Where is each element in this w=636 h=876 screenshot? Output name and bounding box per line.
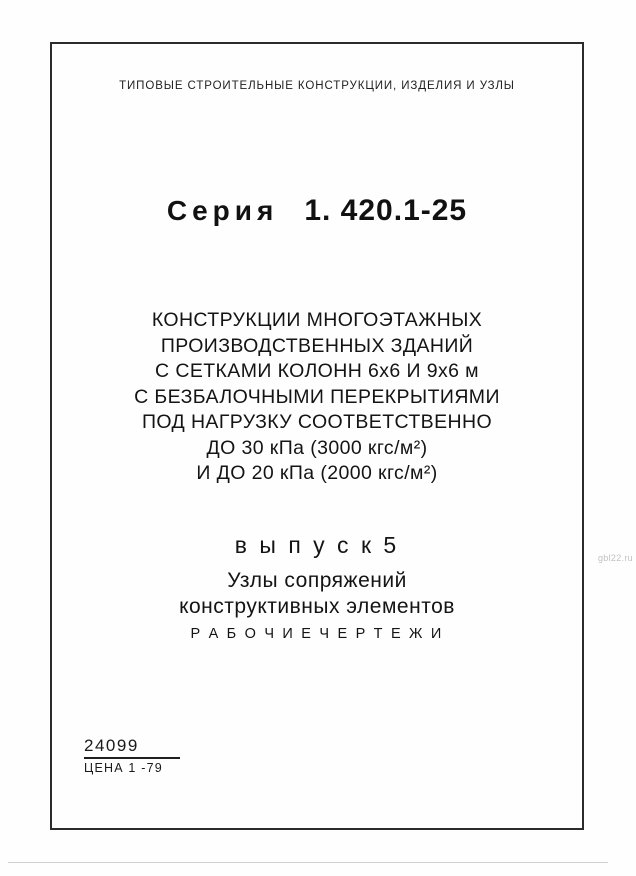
- series-code: 1. 420.1-25: [304, 194, 468, 227]
- series-line: [52, 194, 582, 228]
- title-line: И ДО 20 кПа (2000 кгс/м²): [196, 462, 438, 484]
- title-line: ПОД НАГРУЗКУ СООТВЕТСТВЕННО: [141, 411, 493, 433]
- issue-subtitle-line-3: Р А Б О Ч И Е Ч Е Р Т Е Ж И: [190, 626, 444, 642]
- title-line: ПРОИЗВОДСТВЕННЫХ ЗДАНИЙ: [160, 334, 474, 357]
- document-title-block: [52, 308, 582, 487]
- issue-subtitle-line-2: конструктивных элементов: [179, 595, 455, 618]
- stamp-number: 24099: [84, 736, 139, 755]
- title-line: С СЕТКАМИ КОЛОНН 6х6 И 9х6 м: [155, 360, 479, 382]
- price-stamp: [84, 736, 180, 775]
- cover-content: [52, 44, 582, 828]
- issue-block: [52, 532, 582, 642]
- document-header-line: ТИПОВЫЕ СТРОИТЕЛЬНЫЕ КОНСТРУКЦИИ, ИЗДЕЛИЯ И УЗЛЫ: [119, 80, 515, 92]
- title-line: ДО 30 кПа (3000 кгс/м²): [206, 436, 428, 459]
- series-word: Серия: [166, 195, 279, 226]
- title-line: КОНСТРУКЦИИ МНОГОЭТАЖНЫХ: [151, 309, 483, 331]
- scan-artifact-line: [8, 862, 608, 863]
- issue-subtitle-line-1: Узлы сопряжений: [227, 569, 407, 592]
- watermark: gbl22.ru: [598, 553, 633, 563]
- issue-title: в ы п у с к 5: [234, 532, 400, 558]
- stamp-price: ЦЕНА 1 -79: [84, 760, 163, 775]
- title-line: С БЕЗБАЛОЧНЫМИ ПЕРЕКРЫТИЯМИ: [134, 385, 500, 408]
- stamp-divider: [84, 757, 180, 759]
